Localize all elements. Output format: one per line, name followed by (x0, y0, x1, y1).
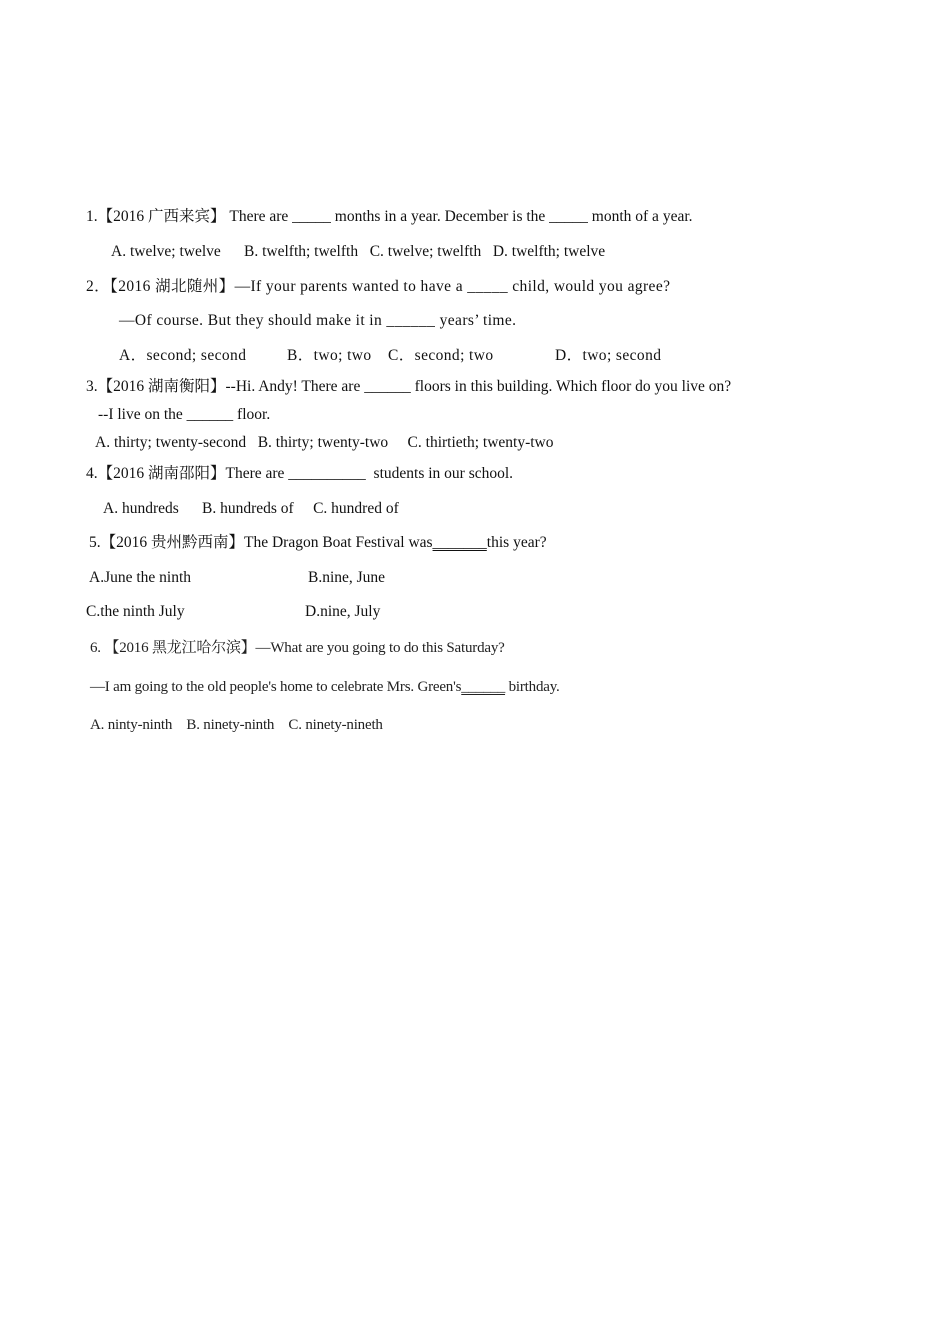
question-6-reply-prefix: —I am going to the old people's home to celebrate Mrs. Green's (90, 679, 462, 695)
question-4-stem: 4.【2016 湖南邵阳】There are __________ students in our school. (86, 465, 514, 482)
question-6-blank: ______ (461, 679, 506, 695)
question-2-reply: —Of course. But they should make it in ______ years’ time. (119, 312, 517, 329)
question-2-stem: 2．【2016 湖北随州】—If your parents wanted to have a _____ child, would you agree? (86, 278, 671, 295)
question-2-option-d: D．two; second (555, 347, 662, 364)
question-3-stem: 3.【2016 湖南衡阳】--Hi. Andy! There are ______ floors in this building. Which floor do you live on? (86, 378, 732, 395)
question-5-stem (89, 533, 547, 553)
question-2-option-b: B．two; two (287, 347, 372, 364)
question-2-option-a: A．second; second (119, 347, 247, 364)
question-6-reply-suffix: birthday. (505, 679, 560, 695)
question-2-option-c: C．second; two (388, 347, 494, 364)
question-6-reply (90, 677, 560, 697)
question-5-option-d: D.nine, July (305, 603, 381, 620)
question-3-reply: --I live on the ______ floor. (98, 406, 271, 423)
question-5-option-c: C.the ninth July (86, 603, 185, 620)
question-6-stem: 6. 【2016 黑龙江哈尔滨】—What are you going to do this Saturday? (90, 640, 505, 656)
question-5-stem-prefix: 5.【2016 贵州黔西南】The Dragon Boat Festival was (89, 534, 433, 551)
question-1-options: A. twelve; twelve B. twelfth; twelfth C. twelve; twelfth D. twelfth; twelve (111, 243, 606, 260)
question-5-blank: _______ (432, 534, 487, 551)
question-6-options: A. ninty-ninth B. ninety-ninth C. ninety-nineth (90, 717, 383, 733)
question-5-stem-suffix: this year? (486, 534, 547, 551)
question-4-options: A. hundreds B. hundreds of C. hundred of (103, 500, 399, 517)
question-5-option-a: A.June the ninth (89, 569, 192, 586)
question-1-stem: 1.【2016 广西来宾】 There are _____ months in a year. December is the _____ month of a year. (86, 208, 693, 225)
question-5-option-b: B.nine, June (308, 569, 386, 586)
question-3-options: A. thirty; twenty-second B. thirty; twenty-two C. thirtieth; twenty-two (95, 434, 554, 451)
